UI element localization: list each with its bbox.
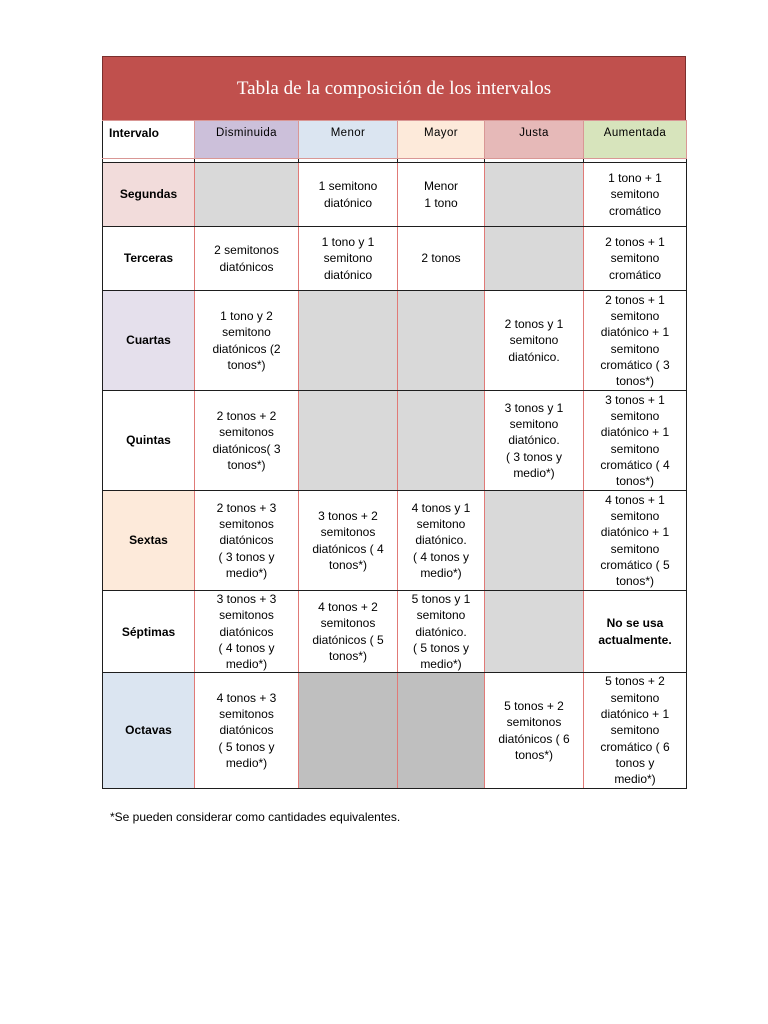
interval-cell: 5 tonos + 2 semitono diatónico + 1 semitono cromático ( 6 tonos y medio*) [584, 673, 687, 788]
row-label: Cuartas [103, 291, 195, 391]
interval-cell: 2 tonos + 2 semitonos diatónicos( 3 tonos*) [195, 391, 299, 491]
interval-cell: 2 tonos + 1 semitono diatónico + 1 semitono cromático ( 3 tonos*) [584, 291, 687, 391]
empty-cell [398, 391, 485, 491]
interval-cell: 1 tono + 1 semitono cromático [584, 163, 687, 227]
interval-cell: 3 tonos + 1 semitono diatónico + 1 semitono cromático ( 4 tonos*) [584, 391, 687, 491]
interval-table-sheet [102, 56, 686, 789]
table-title-bar [102, 56, 686, 120]
interval-cell: 2 tonos [398, 227, 485, 291]
empty-cell [485, 163, 584, 227]
empty-cell [398, 291, 485, 391]
interval-cell: 3 tonos + 3 semitonos diatónicos ( 4 tonos y medio*) [195, 591, 299, 673]
header-menor: Menor [299, 121, 398, 159]
header-label-intervalo: Intervalo [103, 121, 195, 159]
interval-cell: 3 tonos + 2 semitonos diatónicos ( 4 tonos*) [299, 491, 398, 591]
interval-cell: 4 tonos + 2 semitonos diatónicos ( 5 tonos*) [299, 591, 398, 673]
interval-cell: 5 tonos y 1 semitono diatónico. ( 5 tonos y medio*) [398, 591, 485, 673]
row-label: Quintas [103, 391, 195, 491]
empty-cell [195, 163, 299, 227]
interval-cell: 2 tonos + 1 semitono cromático [584, 227, 687, 291]
table-row [103, 673, 687, 788]
interval-cell: No se usa actualmente. [584, 591, 687, 673]
footnote: *Se pueden considerar como cantidades equivalentes. [110, 810, 401, 824]
interval-cell: 1 semitono diatónico [299, 163, 398, 227]
table-row [103, 491, 687, 591]
empty-cell [299, 673, 398, 788]
interval-cell: 2 tonos + 3 semitonos diatónicos ( 3 tonos y medio*) [195, 491, 299, 591]
empty-cell [299, 291, 398, 391]
empty-cell [485, 591, 584, 673]
row-label: Terceras [103, 227, 195, 291]
interval-cell: 2 tonos y 1 semitono diatónico. [485, 291, 584, 391]
interval-cell: 1 tono y 2 semitono diatónicos (2 tonos*) [195, 291, 299, 391]
interval-cell: 4 tonos + 3 semitonos diatónicos ( 5 tonos y medio*) [195, 673, 299, 788]
interval-cell: 4 tonos + 1 semitono diatónico + 1 semitono cromático ( 5 tonos*) [584, 491, 687, 591]
interval-cell: 4 tonos y 1 semitono diatónico. ( 4 tonos y medio*) [398, 491, 485, 591]
table-row [103, 391, 687, 491]
empty-cell [485, 491, 584, 591]
header-row [103, 121, 687, 159]
interval-cell: 1 tono y 1 semitono diatónico [299, 227, 398, 291]
header-aumentada: Aumentada [584, 121, 687, 159]
table-row [103, 291, 687, 391]
header-mayor: Mayor [398, 121, 485, 159]
interval-cell: Menor 1 tono [398, 163, 485, 227]
header-justa: Justa [485, 121, 584, 159]
empty-cell [485, 227, 584, 291]
interval-cell: 3 tonos y 1 semitono diatónico. ( 3 tonos y medio*) [485, 391, 584, 491]
interval-cell: 2 semitonos diatónicos [195, 227, 299, 291]
empty-cell [299, 391, 398, 491]
table-row [103, 227, 687, 291]
table-title: Tabla de la composición de los intervalos [236, 77, 552, 99]
table-row [103, 591, 687, 673]
row-label: Séptimas [103, 591, 195, 673]
interval-table [102, 120, 687, 789]
table-row [103, 163, 687, 227]
row-label: Segundas [103, 163, 195, 227]
header-disminuida: Disminuida [195, 121, 299, 159]
row-label: Octavas [103, 673, 195, 788]
interval-cell: 5 tonos + 2 semitonos diatónicos ( 6 tonos*) [485, 673, 584, 788]
empty-cell [398, 673, 485, 788]
row-label: Sextas [103, 491, 195, 591]
